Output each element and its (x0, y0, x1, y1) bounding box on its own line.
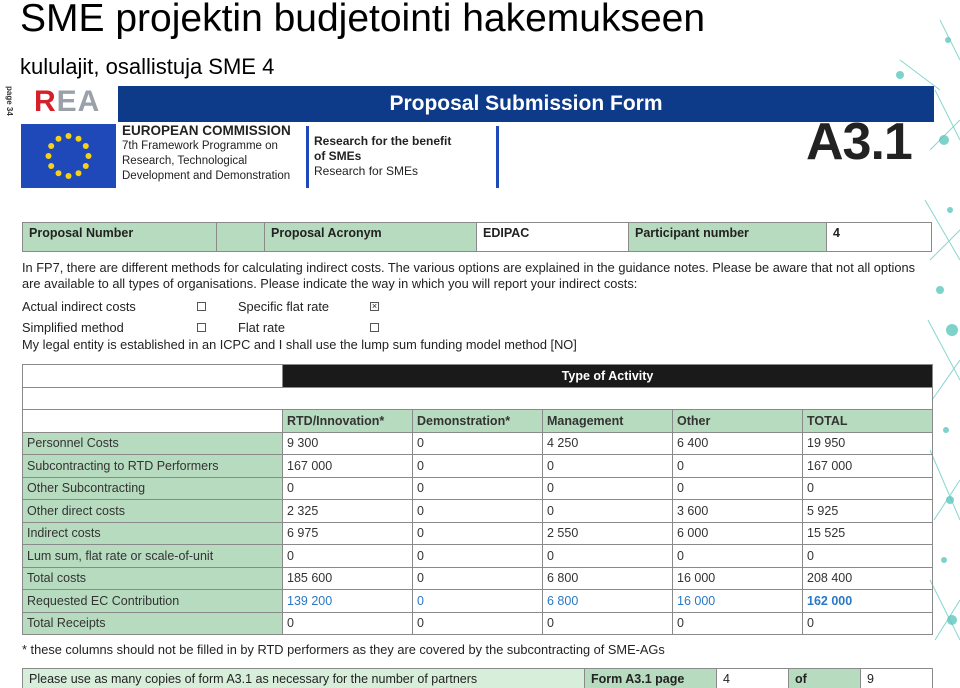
cell: 0 (543, 545, 673, 568)
row-label: Other Subcontracting (23, 477, 283, 500)
proposal-form-document (18, 82, 938, 688)
row-label: Other direct costs (23, 500, 283, 523)
proposal-number-value[interactable] (217, 223, 265, 252)
row-label: Requested EC Contribution (23, 590, 283, 613)
cell: 0 (413, 477, 543, 500)
cell: 0 (803, 545, 933, 568)
form-header-title: Proposal Submission Form (118, 86, 934, 122)
row-label: Indirect costs (23, 522, 283, 545)
cell: 6 800 (543, 590, 673, 613)
cell: 16 000 (673, 590, 803, 613)
row-label: Total costs (23, 567, 283, 590)
column-header: TOTAL (803, 410, 933, 433)
research-sme-block (314, 134, 451, 179)
cell: 0 (413, 522, 543, 545)
identification-table (22, 222, 932, 252)
cell: 0 (283, 545, 413, 568)
footnote: * these columns should not be filled in by RTD performers as they are covered by the subcontracting of SME-AGs (22, 642, 665, 657)
cell: 0 (413, 612, 543, 635)
cell: 0 (543, 612, 673, 635)
cell: 0 (673, 477, 803, 500)
cell: 0 (283, 612, 413, 635)
slide-subtitle: kululajit, osallistuja SME 4 (20, 54, 275, 79)
participant-number-value[interactable]: 4 (827, 223, 932, 252)
cell: 0 (413, 455, 543, 478)
cell: 139 200 (283, 590, 413, 613)
cell: 0 (673, 455, 803, 478)
commission-block (122, 122, 291, 184)
eu-flag-icon (21, 124, 116, 188)
table-row (23, 500, 933, 523)
cell: 9 300 (283, 432, 413, 455)
cell: 5 925 (803, 500, 933, 523)
cell: 0 (543, 455, 673, 478)
option-specific-flat-checkbox[interactable]: × (371, 301, 378, 311)
cell: 3 600 (673, 500, 803, 523)
cell: 167 000 (803, 455, 933, 478)
cell: 167 000 (283, 455, 413, 478)
cell: 6 000 (673, 522, 803, 545)
research-line: of SMEs (314, 149, 362, 163)
column-header: Management (543, 410, 673, 433)
cell: 2 325 (283, 500, 413, 523)
type-of-activity-header: Type of Activity (283, 365, 933, 388)
cell: 4 250 (543, 432, 673, 455)
divider (306, 126, 309, 188)
of-label: of (789, 669, 861, 688)
cell: 208 400 (803, 567, 933, 590)
proposal-acronym-value[interactable]: EDIPAC (477, 223, 629, 252)
option-flat-rate-checkbox[interactable] (370, 323, 379, 332)
commission-title: EUROPEAN COMMISSION (122, 123, 291, 138)
copies-note: Please use as many copies of form A3.1 as necessary for the number of partners (23, 669, 585, 688)
cell: 0 (413, 500, 543, 523)
cell: 162 000 (803, 590, 933, 613)
footer-table (22, 668, 933, 688)
programme-line: Development and Demonstration (122, 170, 291, 182)
table-row (23, 455, 933, 478)
option-actual-indirect-checkbox[interactable] (197, 302, 206, 311)
slide-title: SME projektin budjetointi hakemukseen (20, 0, 706, 40)
research-sub: Research for SMEs (314, 164, 419, 178)
cell: 6 800 (543, 567, 673, 590)
cell: 0 (803, 477, 933, 500)
row-label: Personnel Costs (23, 432, 283, 455)
row-label: Lum sum, flat rate or scale-of-unit (23, 545, 283, 568)
cell: 15 525 (803, 522, 933, 545)
research-line: Research for the benefit (314, 134, 452, 148)
form-code: A3.1 (806, 113, 912, 171)
cell: 0 (413, 432, 543, 455)
blank-row (23, 387, 933, 410)
programme-line: Research, Technological (122, 155, 248, 167)
page-label: Form A3.1 page (585, 669, 717, 688)
column-header: Other (673, 410, 803, 433)
legal-entity-statement: My legal entity is established in an ICPC and I shall use the lump sum funding model method [NO] (22, 337, 577, 352)
option-simplified-label: Simplified method (22, 320, 124, 335)
row-label: Total Receipts (23, 612, 283, 635)
indirect-costs-paragraph: In FP7, there are different methods for calculating indirect costs. The various options are explained in the guidance notes. Please be aware that not all options are available to all types of organisations. Please indicate the way in which you will report your indirect costs: (22, 260, 916, 291)
row-label: Subcontracting to RTD Performers (23, 455, 283, 478)
cell: 2 550 (543, 522, 673, 545)
cell: 0 (543, 500, 673, 523)
cell: 0 (673, 612, 803, 635)
table-row (23, 522, 933, 545)
participant-number-label: Participant number (629, 223, 827, 252)
cell: 185 600 (283, 567, 413, 590)
blank-cell (23, 365, 283, 388)
cell: 0 (413, 567, 543, 590)
of-value: 9 (861, 669, 933, 688)
cell: 0 (283, 477, 413, 500)
proposal-acronym-label: Proposal Acronym (265, 223, 477, 252)
cell: 0 (803, 612, 933, 635)
proposal-number-label: Proposal Number (23, 223, 217, 252)
budget-table (22, 364, 933, 635)
table-row (23, 545, 933, 568)
cell: 0 (673, 545, 803, 568)
table-row (23, 612, 933, 635)
option-actual-indirect-label: Actual indirect costs (22, 299, 136, 314)
cell: 16 000 (673, 567, 803, 590)
option-flat-rate-label: Flat rate (238, 320, 285, 335)
table-row (23, 590, 933, 613)
cell: 6 975 (283, 522, 413, 545)
table-row (23, 567, 933, 590)
table-row (23, 432, 933, 455)
cell: 19 950 (803, 432, 933, 455)
programme-line: 7th Framework Programme on (122, 140, 278, 152)
rea-logo: REA (34, 85, 101, 118)
cell: 0 (413, 545, 543, 568)
option-simplified-checkbox[interactable] (197, 323, 206, 332)
page-value: 4 (717, 669, 789, 688)
side-page-label: page 34 (5, 86, 14, 116)
column-header: Demonstration* (413, 410, 543, 433)
cell: 6 400 (673, 432, 803, 455)
cell: 0 (413, 590, 543, 613)
table-row (23, 477, 933, 500)
column-header: RTD/Innovation* (283, 410, 413, 433)
divider (496, 126, 499, 188)
cell: 0 (543, 477, 673, 500)
option-specific-flat-label: Specific flat rate (238, 299, 330, 314)
blank-cell (23, 410, 283, 433)
